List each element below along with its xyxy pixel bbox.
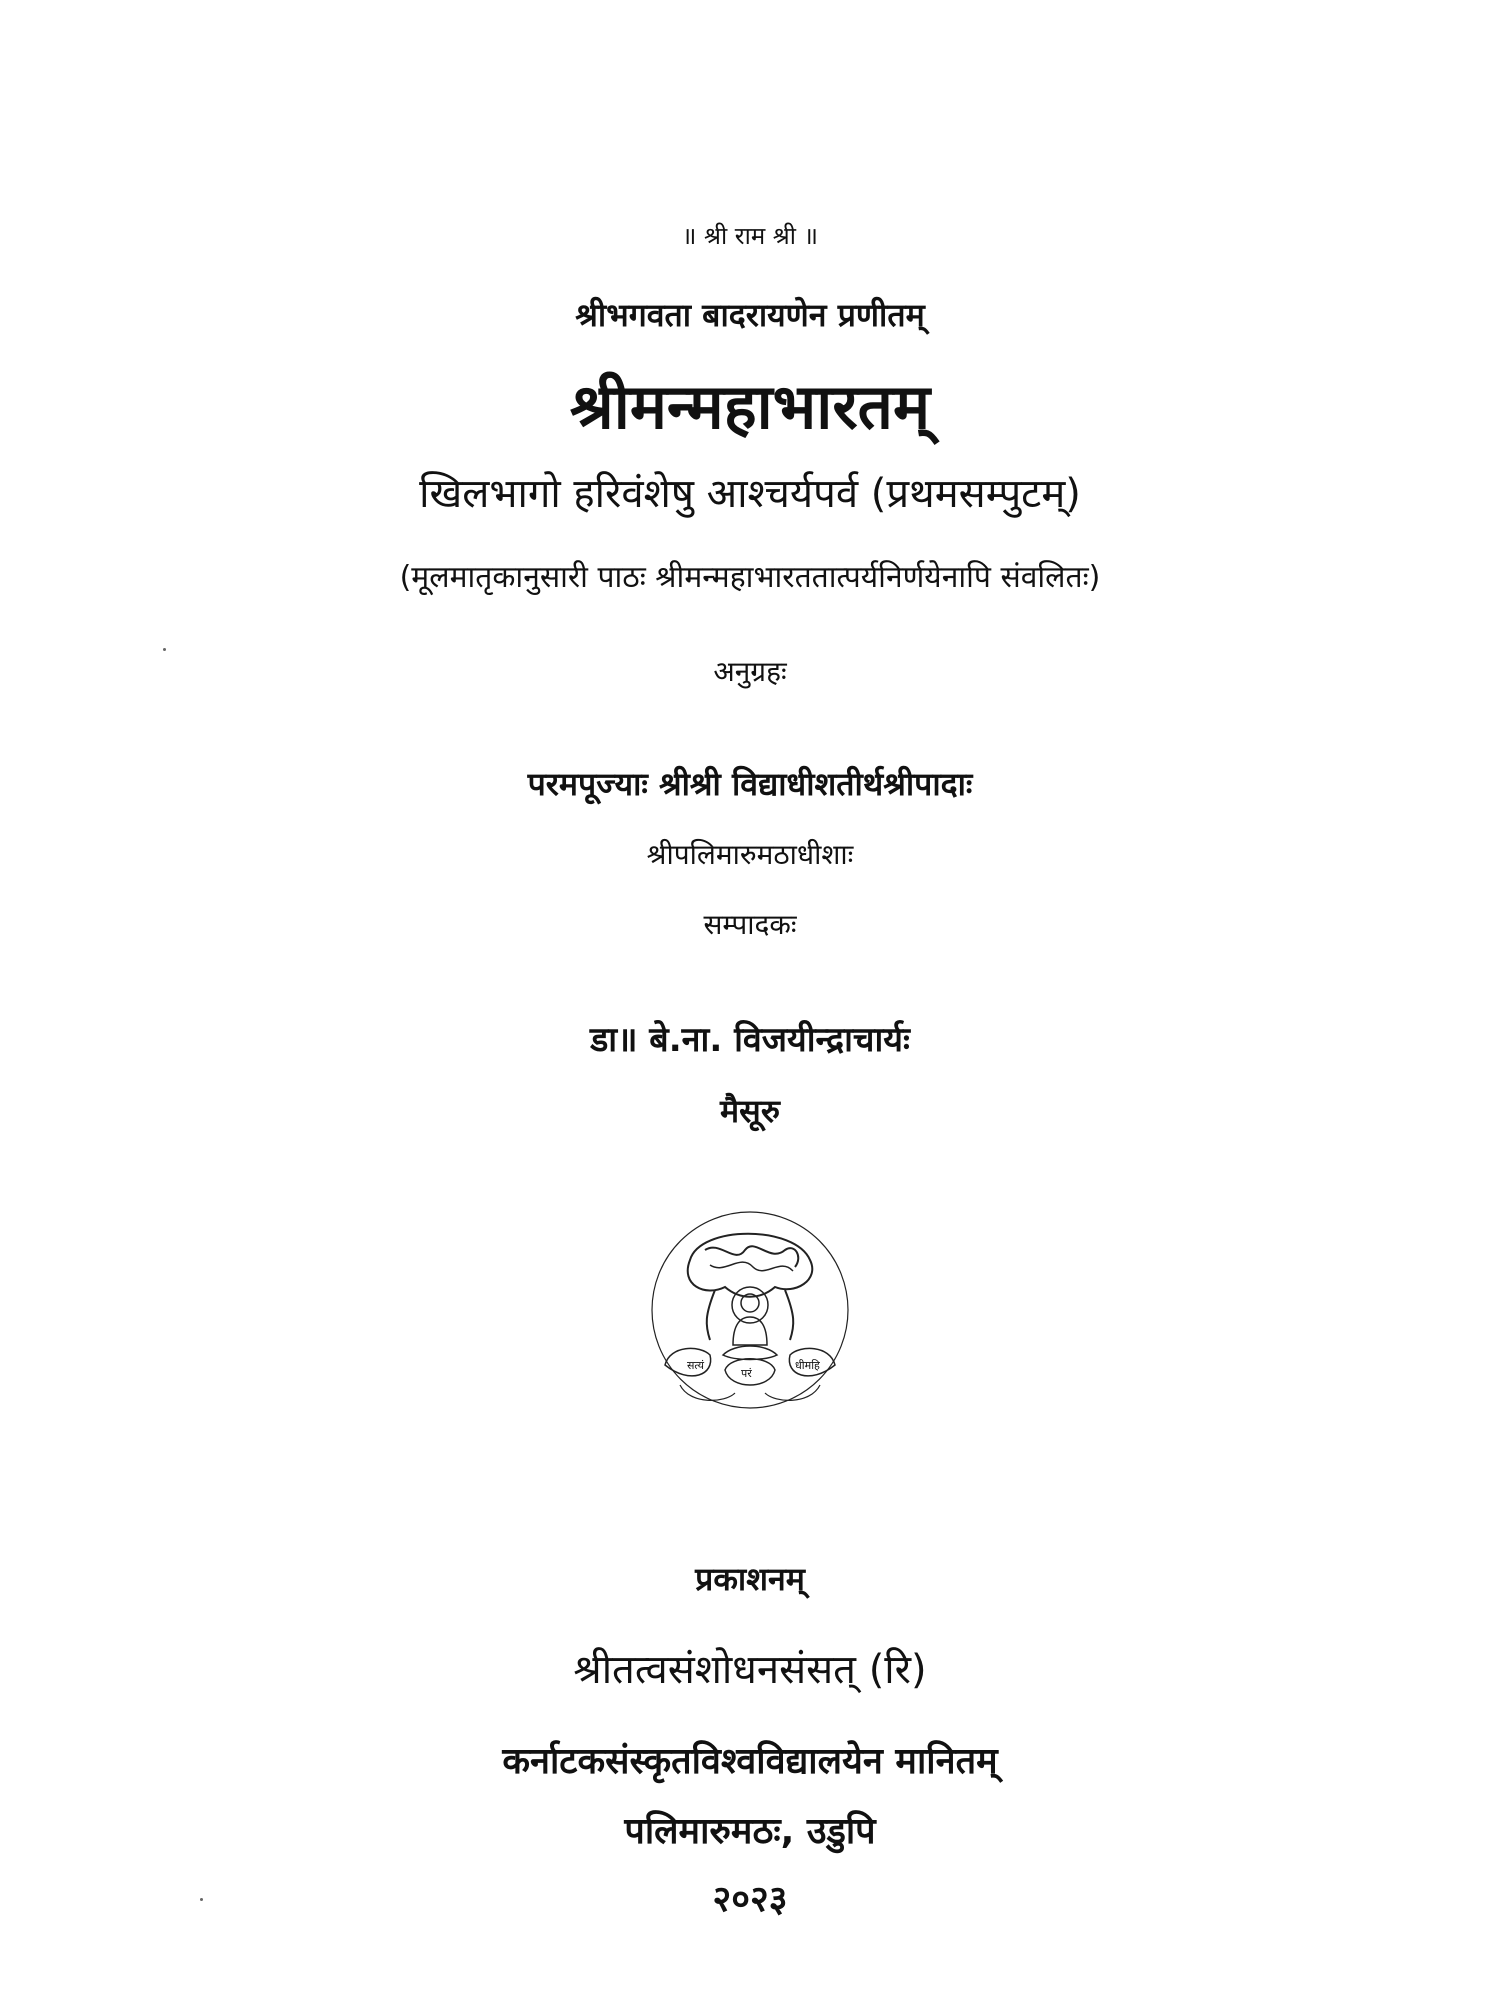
book-subtitle: खिलभागो हरिवंशेषु आश्चर्यपर्व (प्रथमसम्पुटम्) — [419, 471, 1081, 517]
emblem-right-text: धीमहि — [795, 1359, 820, 1372]
invocation: ॥ श्री राम श्री ॥ — [681, 222, 819, 250]
editor-name: डा॥ बे.ना. विजयीन्द्राचार्यः — [590, 1020, 910, 1060]
blessing-title: श्रीपलिमारुमठाधीशाः — [646, 838, 854, 871]
editor-label: सम्पादकः — [703, 908, 797, 941]
publisher-label: प्रकाशनम् — [695, 1560, 805, 1598]
book-title: श्रीमन्महाभारतम् — [569, 370, 931, 443]
publisher-recognition: कर्नाटकसंस्कृतविश्वविद्यालयेन मानितम् — [502, 1741, 998, 1782]
edition-note: (मूलमातृकानुसारी पाठः श्रीमन्महाभारततात्पर्यनिर्णयेनापि संवलितः) — [399, 560, 1101, 595]
publisher-name: श्रीतत्वसंशोधनसंसत् (रि) — [573, 1647, 927, 1693]
publication-year: २०२३ — [712, 1879, 788, 1920]
publisher-place: पलिमारुमठः, उडुपि — [624, 1811, 876, 1852]
blessing-label: अनुग्रहः — [713, 655, 787, 688]
blessing-name: परमपूज्याः श्रीश्री विद्याधीशतीर्थश्रीपादाः — [527, 765, 973, 803]
author-line: श्रीभगवता बादरायणेन प्रणीतम् — [575, 296, 925, 334]
scan-speck — [200, 1898, 203, 1901]
publisher-emblem — [645, 1205, 855, 1415]
editor-place: मैसूरु — [720, 1092, 780, 1130]
emblem-left-text: सत्यं — [687, 1359, 705, 1372]
emblem-center-text: परं — [741, 1367, 752, 1380]
scan-speck — [163, 648, 166, 651]
